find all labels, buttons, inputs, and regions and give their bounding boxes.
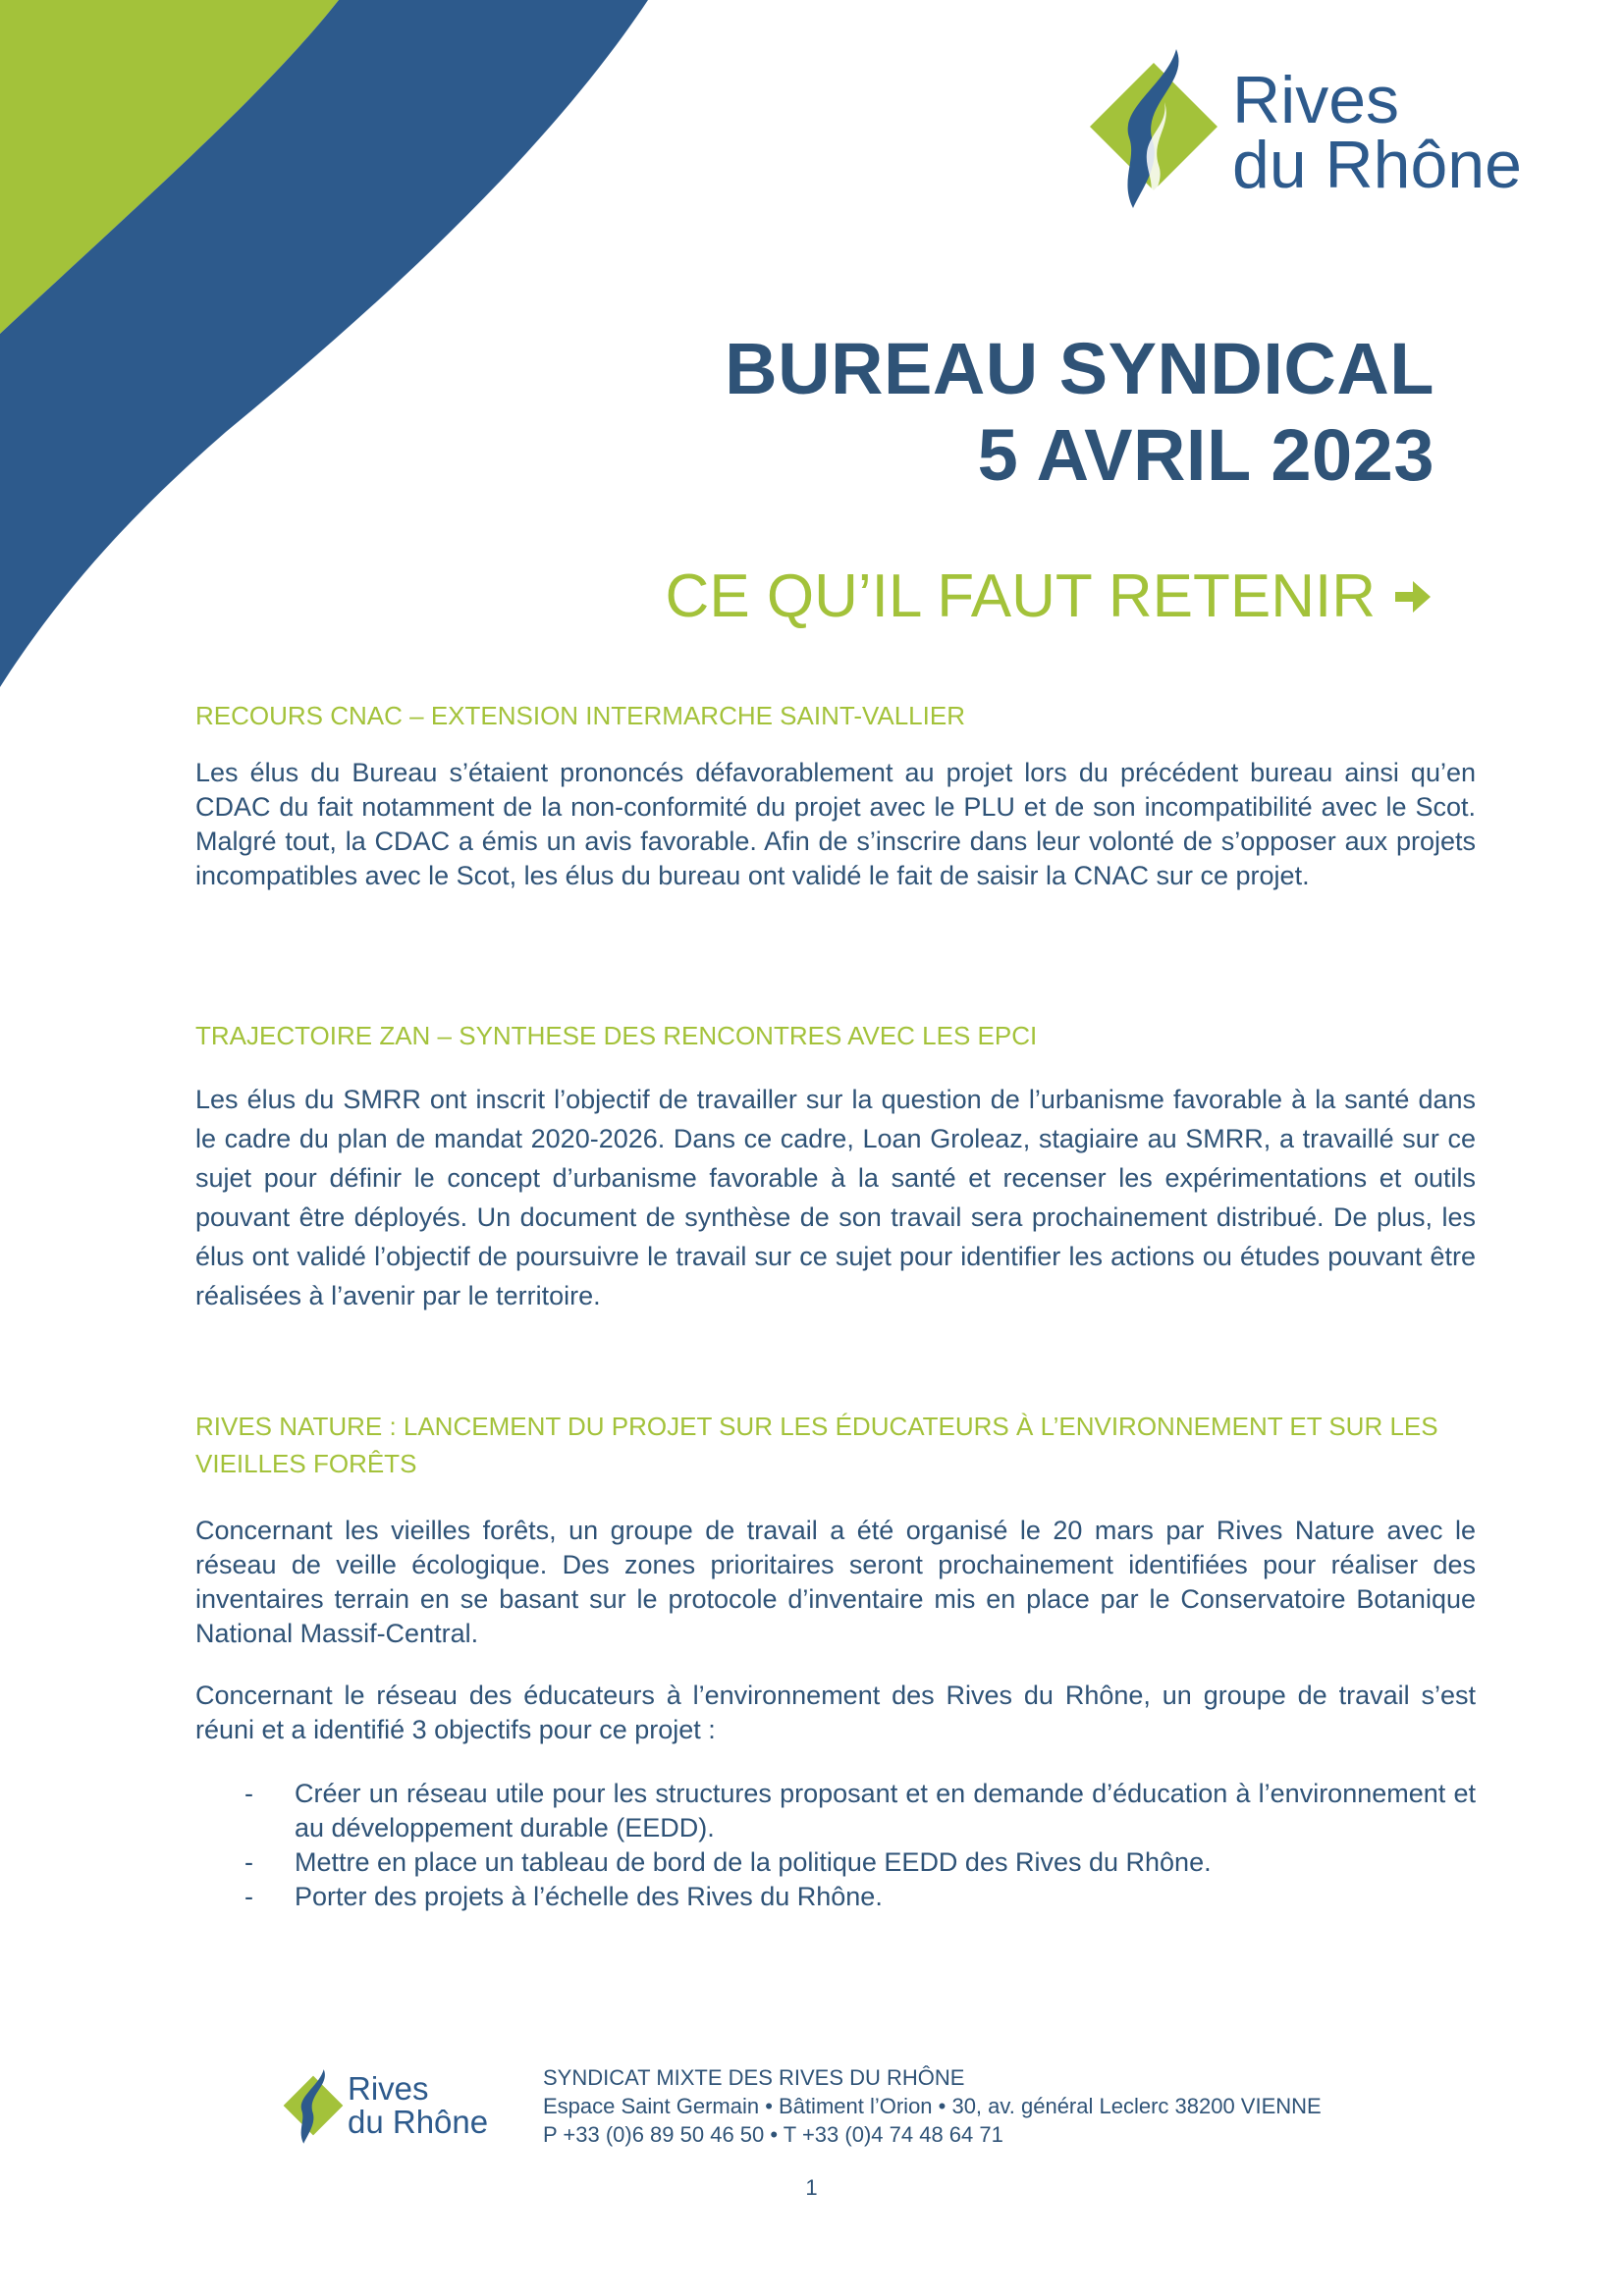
arrow-right-icon (1391, 575, 1434, 618)
list-item: - Porter des projets à l’échelle des Rives du Rhône. (195, 1880, 1476, 1914)
document-title-line2: 5 AVRIL 2023 (977, 414, 1434, 496)
document-title-line1: BUREAU SYNDICAL (725, 328, 1434, 409)
section-paragraph-educateurs: Concernant le réseau des éducateurs à l’environnement des Rives du Rhône, un groupe de travail s’est réuni et a identifié 3 objectifs pour ce projet : (195, 1681, 1476, 1744)
subtitle-text: CE QU’IL FAUT RETENIR (665, 562, 1376, 630)
page-number: 1 (805, 2175, 818, 2200)
bullet-marker: - (244, 1847, 253, 1877)
section-heading-zan: TRAJECTOIRE ZAN – SYNTHESE DES RENCONTRES AVEC LES EPCI (195, 1021, 1038, 1050)
corner-decoration (0, 0, 687, 707)
footer-org: SYNDICAT MIXTE DES RIVES DU RHÔNE (543, 2065, 965, 2090)
list-item: - Créer un réseau utile pour les structures proposant et en demande d’éducation à l’environnement et au développement durable (EEDD). (244, 1779, 1476, 1842)
bullet-marker: - (244, 1779, 253, 1808)
footer-phones: P +33 (0)6 89 50 46 50 • T +33 (0)4 74 48 64 71 (543, 2122, 1003, 2147)
logo-mark-icon (1080, 43, 1227, 210)
header-logo (1080, 43, 1591, 210)
section-paragraph-vieilles-forets: Concernant les vieilles forêts, un groupe de travail a été organisé le 20 mars par Rives Nature avec le réseau de veille écologique. Des zones prioritaires seront prochainement identifiées pour réaliser des inventaires terrain en se basant sur le protocole d’inventaire mis en place par le Conservatoire Botanique National Massif-Central. (195, 1516, 1476, 1648)
list-item: - Mettre en place un tableau de bord de la politique EEDD des Rives du Rhône. (195, 1845, 1476, 1880)
logo-mark-icon (279, 2066, 348, 2145)
section-paragraph-zan: Les élus du SMRR ont inscrit l’objectif de travailler sur la question de l’urbanisme favorable à la santé dans le cadre du plan de mandat 2020-2026. Dans ce cadre, Loan Groleaz, stagiaire au SMRR, a travaillé sur ce sujet pour définir le concept d’urbanisme favorable à la santé et recenser les expérimentations et outils pouvant être déployés. Un document de synthèse de son travail sera prochainement distribué. De plus, les élus ont validé l’objectif de poursuivre le travail sur ce sujet pour identifier les actions ou études pouvant être réalisées à l’avenir par le territoire. (195, 1085, 1476, 1310)
footer-logo-line1: Rives (348, 2070, 429, 2107)
section-paragraph-cnac: Les élus du Bureau s’étaient prononcés défavorablement au projet lors du précédent bureau ainsi qu’en CDAC du fait notamment de la non-conformité du projet avec le PLU et de son incompatibilité avec le Scot. Malgré tout, la CDAC a émis un avis favorable. Afin de s’inscrire dans leur volonté de s’opposer aux projets incompatibles avec le Scot, les élus du bureau ont validé le fait de saisir la CNAC sur ce projet. (195, 758, 1476, 890)
section-heading-rives-nature: RIVES NATURE : LANCEMENT DU PROJET SUR LES ÉDUCATEURS À L’ENVIRONNEMENT ET SUR LES VIEILLES FORÊTS (195, 1412, 1438, 1478)
footer-logo (279, 2066, 514, 2145)
footer-contact (543, 2063, 1322, 2149)
objectives-list (195, 1777, 1476, 1914)
footer-logo-line2: du Rhône (348, 2104, 489, 2140)
bullet-marker: - (244, 1882, 253, 1911)
subtitle (666, 561, 1434, 631)
logo-text-line2: du Rhône (1232, 128, 1522, 202)
footer-address: Espace Saint Germain • Bâtiment l’Orion • 30, av. général Leclerc 38200 VIENNE (543, 2094, 1322, 2118)
section-heading-cnac: RECOURS CNAC – EXTENSION INTERMARCHE SAINT-VALLIER (195, 701, 965, 730)
logo-text-line1: Rives (1232, 63, 1400, 137)
